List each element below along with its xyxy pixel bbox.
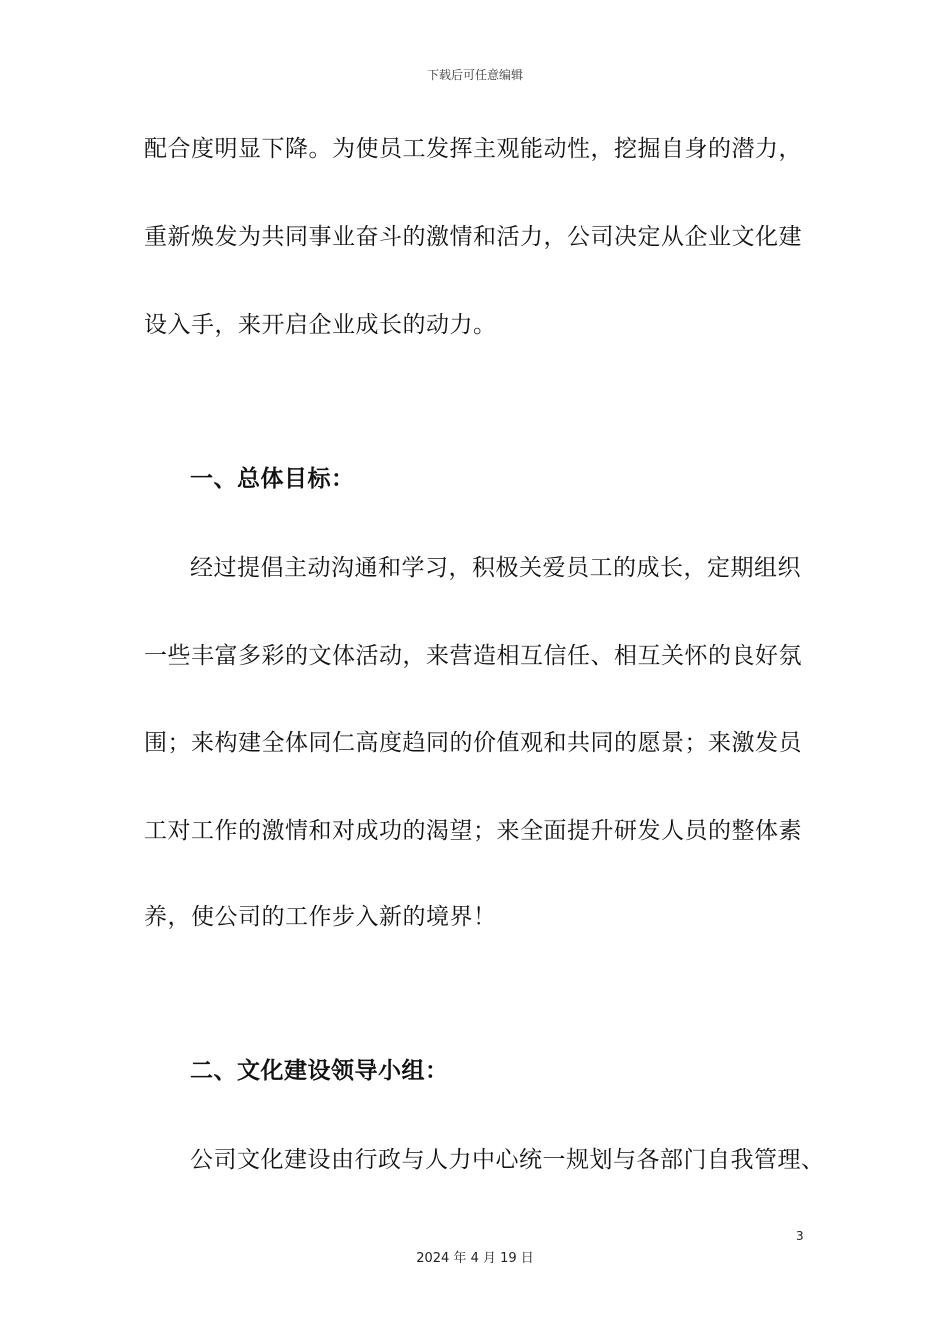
paragraph-line: 公司文化建设由行政与人力中心统一规划与各部门自我管理、 [190, 1147, 825, 1173]
paragraph-line: 设入手，来开启企业成长的动力。 [144, 312, 497, 338]
page-number: 3 [796, 1229, 804, 1243]
section-heading: 一、总体目标： [190, 466, 355, 492]
paragraph-line: 养，使公司的工作步入新的境界！ [144, 904, 497, 930]
paragraph-line: 一些丰富多彩的文体活动，来营造相互信任、相互关怀的良好氛 [144, 643, 802, 669]
header-note: 下载后可任意编辑 [426, 68, 523, 82]
section-heading: 二、文化建设领导小组： [190, 1058, 449, 1084]
paragraph-line: 经过提倡主动沟通和学习，积极关爱员工的成长，定期组织 [190, 555, 801, 581]
footer-date: 2024 年 4 月 19 日 [416, 1251, 534, 1266]
paragraph-line: 围；来构建全体同仁高度趋同的价值观和共同的愿景；来激发员 [144, 730, 802, 756]
paragraph-line: 重新焕发为共同事业奋斗的激情和活力，公司决定从企业文化建 [144, 224, 802, 250]
paragraph-line: 配合度明显下降。为使员工发挥主观能动性，挖掘自身的潜力， [144, 136, 802, 162]
paragraph-line: 工对工作的激情和对成功的渴望；来全面提升研发人员的整体素 [144, 818, 802, 844]
